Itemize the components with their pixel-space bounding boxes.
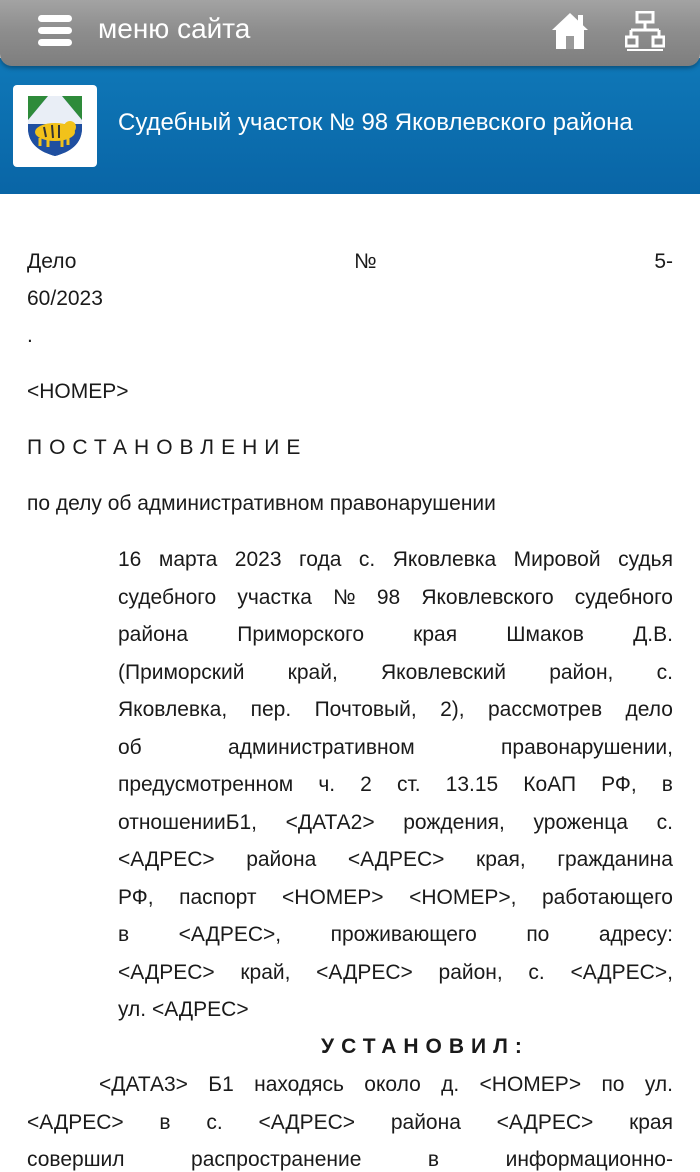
- court-title[interactable]: Судебный участок № 98 Яковлевского района: [118, 109, 633, 136]
- word: Яковлевка: [392, 548, 497, 571]
- dot-separator: .: [27, 324, 33, 347]
- word: <АДРЕС>: [118, 848, 215, 871]
- text-line: [118, 698, 673, 722]
- word: около: [364, 1073, 421, 1096]
- word: с.: [656, 660, 673, 684]
- text-line: [118, 661, 673, 685]
- word: работающего: [541, 885, 673, 909]
- number-placeholder: <НОМЕР>: [27, 380, 129, 403]
- established-heading: УСТАНОВИЛ:: [321, 1035, 529, 1058]
- word: участка: [237, 585, 312, 609]
- word: д.: [441, 1073, 460, 1096]
- word: КоАП: [523, 773, 577, 796]
- word: Яковлевский: [381, 660, 506, 684]
- word: административном: [228, 735, 415, 759]
- word: проживающего: [330, 923, 477, 946]
- text-line: [118, 811, 673, 835]
- word: 13.15: [445, 773, 499, 796]
- word: по: [601, 1073, 625, 1096]
- home-icon[interactable]: [551, 11, 589, 51]
- word: района: [118, 623, 189, 646]
- word: 16: [118, 548, 142, 571]
- word: района: [246, 848, 317, 871]
- site-menu-bar: [0, 0, 700, 66]
- word: Приморского: [237, 623, 364, 646]
- word: паспорт: [179, 885, 257, 909]
- text-line: [27, 1148, 673, 1172]
- word: по: [526, 923, 550, 946]
- word: совершил: [27, 1148, 125, 1171]
- word: района: [390, 1110, 461, 1134]
- word: судебного: [118, 585, 217, 609]
- word: ул.: [644, 1073, 673, 1096]
- text-line: [118, 886, 673, 910]
- emblem-logo[interactable]: [13, 85, 97, 167]
- word: <АДРЕС>,: [178, 923, 282, 946]
- word: распространение: [191, 1148, 362, 1171]
- word: <АДРЕС>,: [570, 960, 673, 984]
- text-line: [118, 773, 673, 797]
- text-line: [118, 623, 673, 647]
- case-number-prefix: 5-: [654, 250, 673, 273]
- word: рассмотрев: [488, 698, 603, 721]
- sitemap-icon[interactable]: [625, 11, 665, 51]
- word: гражданина: [557, 848, 673, 871]
- case-number-line: [27, 250, 673, 274]
- word: край,: [287, 660, 338, 684]
- word: находясь: [254, 1073, 344, 1096]
- text-line: [99, 1073, 673, 1097]
- word: Мировой: [513, 548, 601, 571]
- word: <АДРЕС>: [316, 960, 413, 984]
- text-line: [118, 586, 673, 610]
- word: информационно-: [505, 1148, 673, 1171]
- word: <АДРЕС>: [347, 848, 445, 871]
- word: Шмаков: [506, 623, 584, 646]
- word: край,: [240, 960, 291, 984]
- text-line: [118, 923, 673, 947]
- word: с.: [358, 548, 376, 571]
- word: адресу:: [598, 923, 673, 946]
- word: об: [118, 735, 142, 759]
- word: 2023: [234, 548, 282, 571]
- word: Яковлевского: [421, 585, 554, 609]
- word: в: [427, 1148, 440, 1171]
- intro-last-line: ул. <АДРЕС>: [118, 998, 249, 1021]
- word: 2: [360, 773, 372, 796]
- word: с.: [528, 960, 545, 984]
- word: <ДАТА3>: [99, 1073, 188, 1096]
- word: Почтовый,: [314, 698, 417, 721]
- document-subtitle: по делу об административном правонарушении: [27, 492, 496, 515]
- word: <АДРЕС>: [118, 960, 215, 984]
- word: район,: [549, 660, 614, 684]
- word: отношенииБ1,: [118, 810, 257, 834]
- word: <НОМЕР>: [282, 885, 384, 909]
- word: с.: [206, 1110, 223, 1134]
- number-sign: №: [354, 250, 377, 273]
- word: 98: [376, 585, 401, 609]
- word: предусмотренном: [118, 773, 294, 796]
- word: дело: [625, 698, 673, 721]
- word: РФ,: [601, 773, 637, 796]
- word: года: [299, 548, 342, 571]
- word: Д.В.: [633, 623, 673, 646]
- text-line: [118, 848, 673, 872]
- text-line: [118, 736, 673, 760]
- word: <АДРЕС>: [27, 1110, 124, 1134]
- word: Яковлевка,: [118, 698, 228, 721]
- menu-hamburger-icon[interactable]: [38, 15, 72, 47]
- word: в: [661, 773, 673, 796]
- word: №: [333, 585, 356, 609]
- text-line: [118, 548, 673, 572]
- word: рождения,: [403, 810, 505, 834]
- document-type: ПОСТАНОВЛЕНИЕ: [27, 436, 308, 459]
- word: края: [629, 1110, 673, 1134]
- word: ч.: [318, 773, 336, 796]
- word: район,: [438, 960, 503, 984]
- word: <НОМЕР>,: [409, 885, 517, 909]
- court-header: [0, 58, 700, 194]
- word: марта: [158, 548, 218, 571]
- word: уроженца: [533, 810, 628, 834]
- word: <НОМЕР>: [479, 1073, 582, 1096]
- word: <АДРЕС>: [496, 1110, 594, 1134]
- case-number: 60/2023: [27, 287, 103, 310]
- word: края: [413, 623, 458, 646]
- word: в: [118, 923, 130, 946]
- word: (Приморский: [118, 660, 245, 684]
- word: края,: [476, 848, 526, 871]
- primorye-coat-of-arms-icon: [26, 94, 84, 158]
- word: судья: [618, 548, 673, 571]
- word: пер.: [250, 698, 292, 721]
- word: правонарушении,: [501, 735, 673, 759]
- text-line: [27, 1111, 673, 1135]
- word: <АДРЕС>: [258, 1110, 356, 1134]
- site-menu-button[interactable]: меню сайта: [98, 13, 251, 44]
- word: ст.: [396, 773, 421, 796]
- word: <ДАТА2>: [285, 810, 375, 834]
- case-word: Дело: [27, 250, 77, 273]
- word: 2),: [440, 698, 465, 721]
- word: РФ,: [118, 885, 154, 909]
- text-line: [118, 961, 673, 985]
- word: Б1: [208, 1073, 234, 1096]
- word: с.: [656, 810, 673, 834]
- word: в: [159, 1110, 171, 1134]
- word: судебного: [574, 585, 673, 609]
